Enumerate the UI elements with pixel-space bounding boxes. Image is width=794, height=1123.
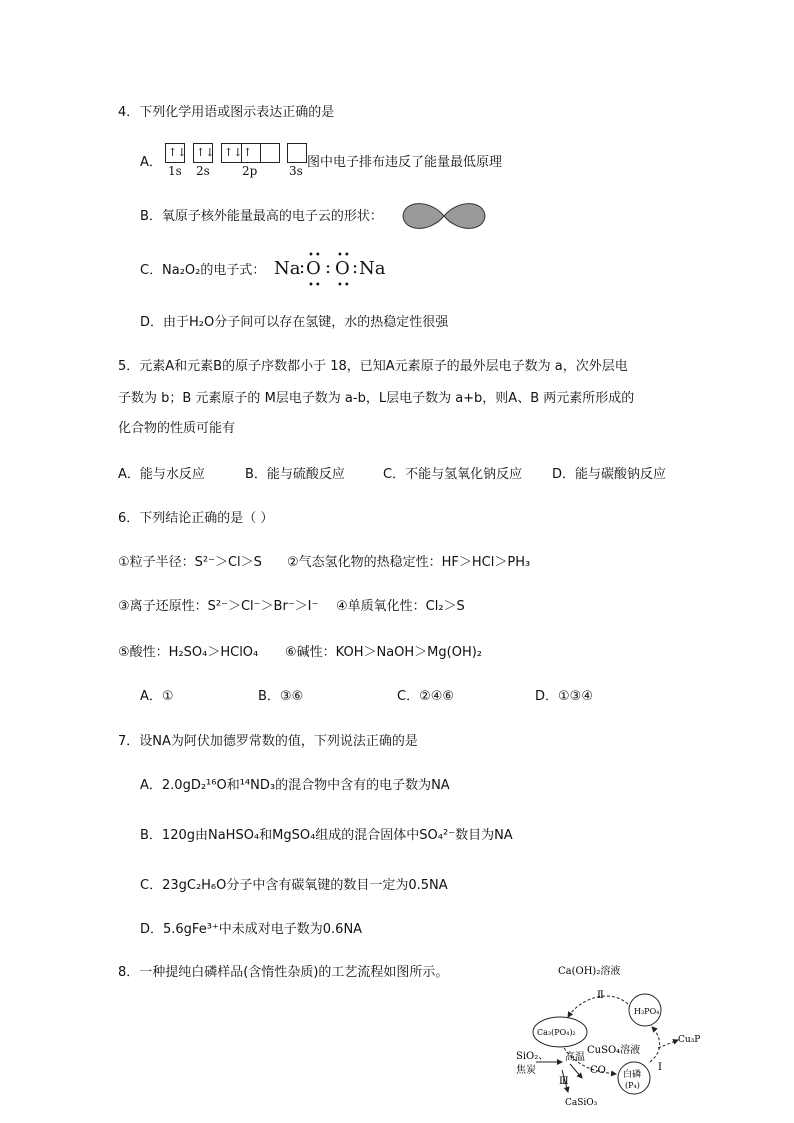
- label-casio3: CaSiO₃: [565, 1098, 598, 1108]
- label-step-3: Ⅲ: [559, 1076, 569, 1087]
- label-2p: 2p: [242, 164, 258, 178]
- q5-line-2: 子数为 b；B 元素原子的 M层电子数为 a-b，L层电子数为 a+b，则A、B 两元素所形成的: [118, 391, 635, 406]
- q6-option-d: D．①③④: [535, 689, 593, 704]
- label-step-1: Ⅰ: [658, 1062, 662, 1073]
- oxygen-1: O: [306, 258, 321, 279]
- dumbbell-orbital-shape: [400, 201, 488, 231]
- q4-stem: 4．下列化学用语或图示表达正确的是: [118, 105, 335, 120]
- label-3s: 3s: [289, 164, 303, 178]
- q6-option-b: B．③⑥: [258, 689, 304, 704]
- label-p4: (P₄): [625, 1081, 640, 1090]
- arrow-co-out: [570, 1064, 582, 1078]
- q6-statement-3: ③离子还原性：S²⁻＞Cl⁻＞Br⁻＞I⁻: [118, 599, 319, 614]
- label-2s: 2s: [196, 164, 210, 178]
- q7-stem: 7．设NA为阿伏加德罗常数的值，下列说法正确的是: [118, 734, 418, 749]
- arrow-pair-2p: ↑↓: [224, 146, 243, 159]
- q4-option-a-text: 图中电子排布违反了能量最低原理: [307, 155, 503, 170]
- label-gaowen: 高温: [565, 1052, 585, 1063]
- label-1s: 1s: [168, 164, 182, 178]
- dots-bottom-1: ••: [308, 280, 322, 291]
- q7-option-d: D．5.6gFe³⁺中未成对电子数为0.6NA: [140, 922, 363, 937]
- dots-bottom-2: ••: [337, 280, 351, 291]
- q5-line-3: 化合物的性质可能有: [118, 421, 236, 436]
- q6-statement-4: ④单质氧化性：Cl₂＞S: [336, 599, 465, 614]
- q4-option-b: B．氧原子核外能量最高的电子云的形状：: [140, 209, 383, 224]
- label-cu3p: Cu₃P: [678, 1035, 701, 1045]
- label-white-phosphorus: 白磷: [623, 1070, 642, 1080]
- q6-statement-2: ②气态氢化物的热稳定性：HF＞HCl＞PH₃: [287, 555, 531, 570]
- na-right: Na: [359, 258, 386, 279]
- label-sio2: SiO₂、: [516, 1051, 549, 1062]
- q5-line-1: 5．元素A和元素B的原子序数都小于 18，已知A元素原子的最外层电子数为 a，次外层电: [118, 359, 628, 374]
- q5-option-b: B．能与硫酸反应: [245, 467, 345, 482]
- orbital-2s: [193, 143, 213, 163]
- q4-option-c-formula: Na₂O₂的电子式：: [162, 263, 266, 278]
- orbital-3s: [287, 143, 307, 163]
- orbital-2p: [221, 143, 280, 163]
- q4-option-d: D．由于H₂O分子间可以存在氢键，水的热稳定性很强: [140, 315, 449, 330]
- q6-statement-5: ⑤酸性：H₂SO₄＞HClO₄: [118, 645, 259, 660]
- label-step-2: Ⅱ: [597, 990, 604, 1001]
- label-ca3po42: Ca₃(PO₄)₂: [537, 1028, 576, 1037]
- colon-mid: :: [325, 257, 332, 278]
- q6-stem: 6．下列结论正确的是（ ）: [118, 511, 274, 526]
- q8-stem: 8．一种提纯白磷样品(含惰性杂质)的工艺流程如图所示。: [118, 965, 449, 980]
- label-caoh2: Ca(OH)₂溶液: [558, 966, 621, 977]
- arrow-to-cu3p: [658, 1040, 678, 1048]
- label-h3po4: H₃PO₄: [634, 1007, 660, 1016]
- q4-option-a-label: A．: [140, 155, 162, 170]
- q7-option-b: B．120g由NaHSO₄和MgSO₄组成的混合固体中SO₄²⁻数目为NA: [140, 828, 513, 843]
- dots-top-2: ••: [337, 250, 351, 261]
- arrow-pair-2s: ↑↓: [196, 146, 215, 159]
- q6-option-a: A．①: [140, 689, 174, 704]
- q5-option-d: D．能与碳酸钠反应: [552, 467, 667, 482]
- arrow-2p-2: ↑: [243, 146, 253, 159]
- colon-left: :: [299, 257, 306, 278]
- q7-option-a: A．2.0gD₂¹⁶O和¹⁴ND₃的混合物中含有的电子数为NA: [140, 778, 450, 793]
- q6-statement-1: ①粒子半径：S²⁻＞Cl＞S: [118, 555, 262, 570]
- na-left: Na: [274, 258, 301, 279]
- process-flow-diagram: [500, 960, 710, 1110]
- q7-option-c: C．23gC₂H₆O分子中含有碳氧键的数目一定为0.5NA: [140, 878, 448, 893]
- colon-right: :: [352, 257, 359, 278]
- q6-statement-6: ⑥碱性：KOH＞NaOH＞Mg(OH)₂: [285, 645, 483, 660]
- q4-option-c-label: C．: [140, 263, 163, 278]
- dots-top-1: ••: [308, 250, 322, 261]
- orbital-1s: [165, 143, 185, 163]
- label-jiaotan: 焦炭: [516, 1065, 536, 1076]
- q6-option-c: C．②④⑥: [397, 689, 455, 704]
- q5-option-a: A．能与水反应: [118, 467, 205, 482]
- label-cuso4: CuSO₄溶液: [587, 1045, 641, 1056]
- arrow-step-1: [650, 1027, 660, 1062]
- arrow-pair-1s: ↑↓: [168, 146, 187, 159]
- oxygen-2: O: [335, 258, 350, 279]
- label-co: CO: [590, 1065, 606, 1076]
- q5-option-c: C．不能与氢氧化钠反应: [383, 467, 523, 482]
